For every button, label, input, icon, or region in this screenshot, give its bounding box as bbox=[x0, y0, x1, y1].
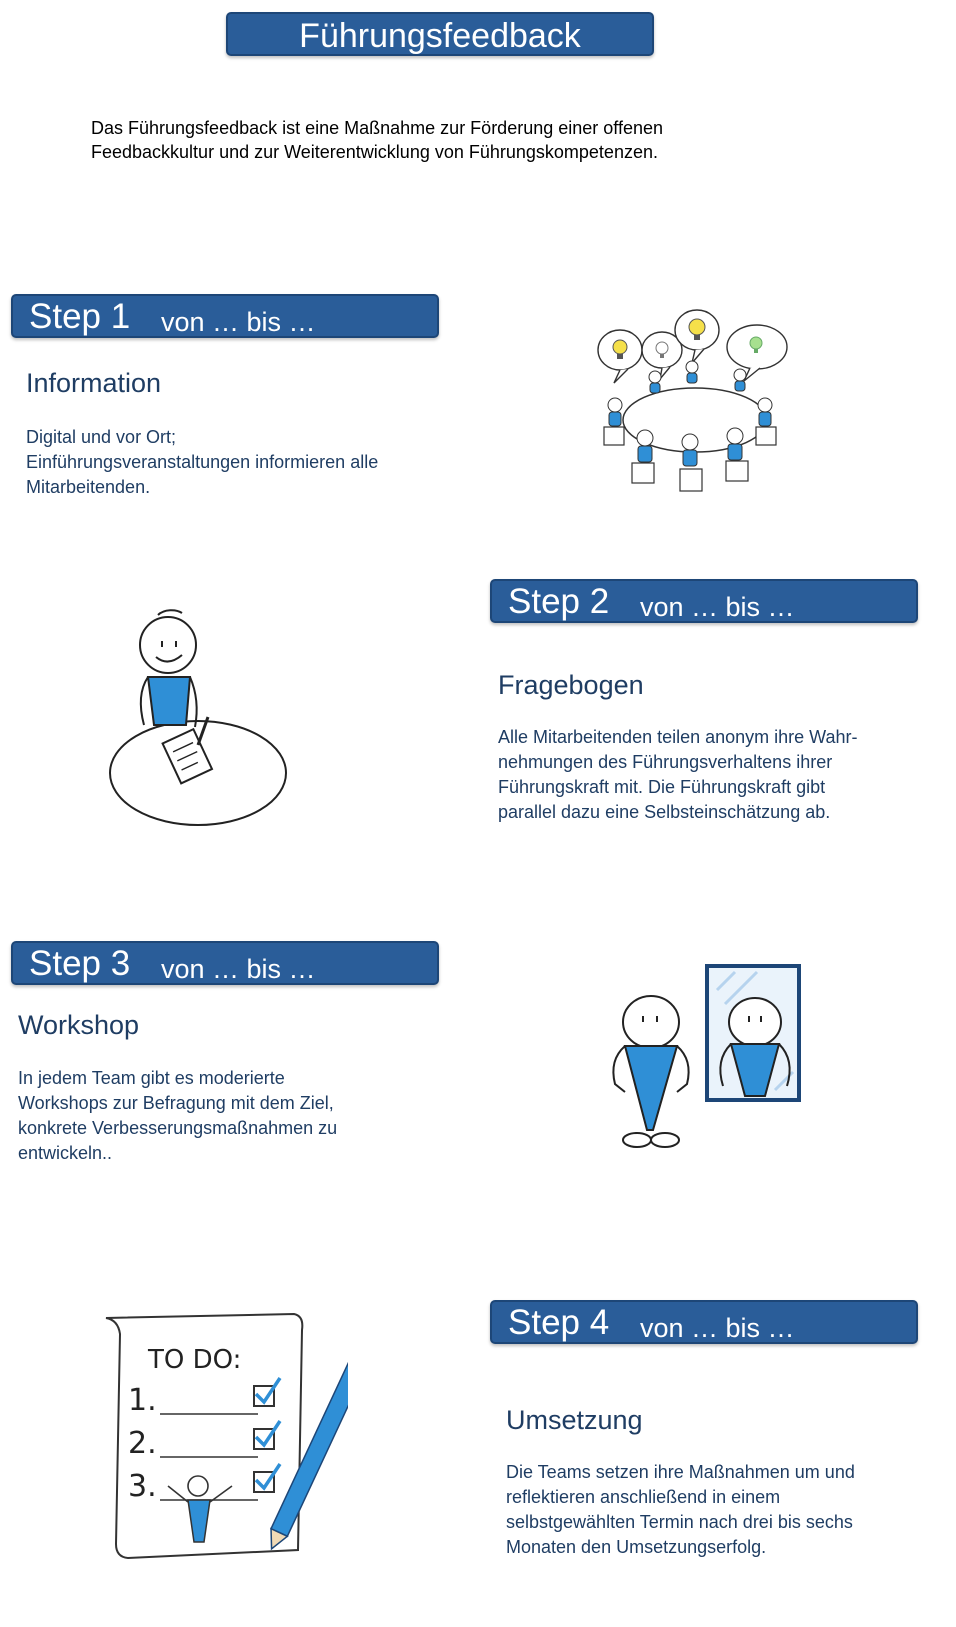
page-title: Führungsfeedback bbox=[226, 12, 654, 56]
step-4-line: Die Teams setzen ihre Maßnahmen um und bbox=[506, 1462, 855, 1482]
step-2-banner bbox=[490, 579, 918, 623]
step-2-description bbox=[498, 725, 858, 825]
step-4-line: reflektieren anschließend in einem bbox=[506, 1487, 781, 1507]
step-3-range: von … bis … bbox=[161, 954, 316, 984]
step-4-description bbox=[506, 1460, 855, 1560]
step-1-line: Mitarbeitenden. bbox=[26, 477, 151, 497]
step-1-range: von … bis … bbox=[161, 307, 316, 337]
step-2-label: Step 2 bbox=[508, 582, 610, 621]
todo-item-number: 1. bbox=[128, 1383, 157, 1418]
step-1-description bbox=[26, 425, 378, 500]
step-2-heading: Fragebogen bbox=[498, 670, 644, 700]
step-4-range: von … bis … bbox=[640, 1313, 795, 1343]
step-4-banner bbox=[490, 1300, 918, 1344]
step-3-heading: Workshop bbox=[18, 1010, 140, 1040]
step-3-line: entwickeln.. bbox=[18, 1143, 113, 1163]
step-2-line: parallel dazu eine Selbsteinschätzung ab. bbox=[498, 802, 831, 822]
step-1-line: Einführungsveranstaltungen informieren alle bbox=[26, 452, 379, 472]
step-3-line: konkrete Verbesserungsmaßnahmen zu bbox=[18, 1118, 338, 1138]
questionnaire-illustration bbox=[100, 605, 300, 830]
intro-line: Das Führungsfeedback ist eine Maßnahme zur Förderung einer offenen bbox=[91, 118, 663, 138]
step-1-label: Step 1 bbox=[29, 297, 131, 336]
step-3-label: Step 3 bbox=[29, 944, 131, 983]
meeting-illustration bbox=[590, 305, 800, 500]
intro-text bbox=[91, 116, 791, 164]
todo-illustration bbox=[98, 1310, 348, 1565]
step-2-range: von … bis … bbox=[640, 592, 795, 622]
step-1-line: Digital und vor Ort; bbox=[26, 427, 177, 447]
todo-title: TO DO: bbox=[148, 1345, 242, 1375]
step-2-line: nehmungen des Führungsverhaltens ihrer bbox=[498, 752, 833, 772]
step-2-line: Führungskraft mit. Die Führungskraft gibt bbox=[498, 777, 826, 797]
step-2-line: Alle Mitarbeitenden teilen anonym ihre Wahr- bbox=[498, 727, 858, 747]
step-4-line: selbstgewählten Termin nach drei bis sechs bbox=[506, 1512, 853, 1532]
intro-line: Feedbackkultur und zur Weiterentwicklung von Führungskompetenzen. bbox=[91, 142, 658, 162]
step-3-description bbox=[18, 1066, 337, 1166]
step-3-line: Workshops zur Befragung mit dem Ziel, bbox=[18, 1093, 334, 1113]
step-4-heading: Umsetzung bbox=[506, 1405, 643, 1435]
mirror-illustration bbox=[605, 960, 810, 1155]
step-1-banner bbox=[11, 294, 439, 338]
todo-item-number: 2. bbox=[128, 1426, 157, 1461]
step-4-label: Step 4 bbox=[508, 1303, 610, 1342]
step-1-heading: Information bbox=[26, 368, 162, 398]
todo-item-number: 3. bbox=[128, 1469, 157, 1504]
step-4-line: Monaten den Umsetzungserfolg. bbox=[506, 1537, 767, 1557]
step-3-line: In jedem Team gibt es moderierte bbox=[18, 1068, 285, 1088]
step-3-banner bbox=[11, 941, 439, 985]
